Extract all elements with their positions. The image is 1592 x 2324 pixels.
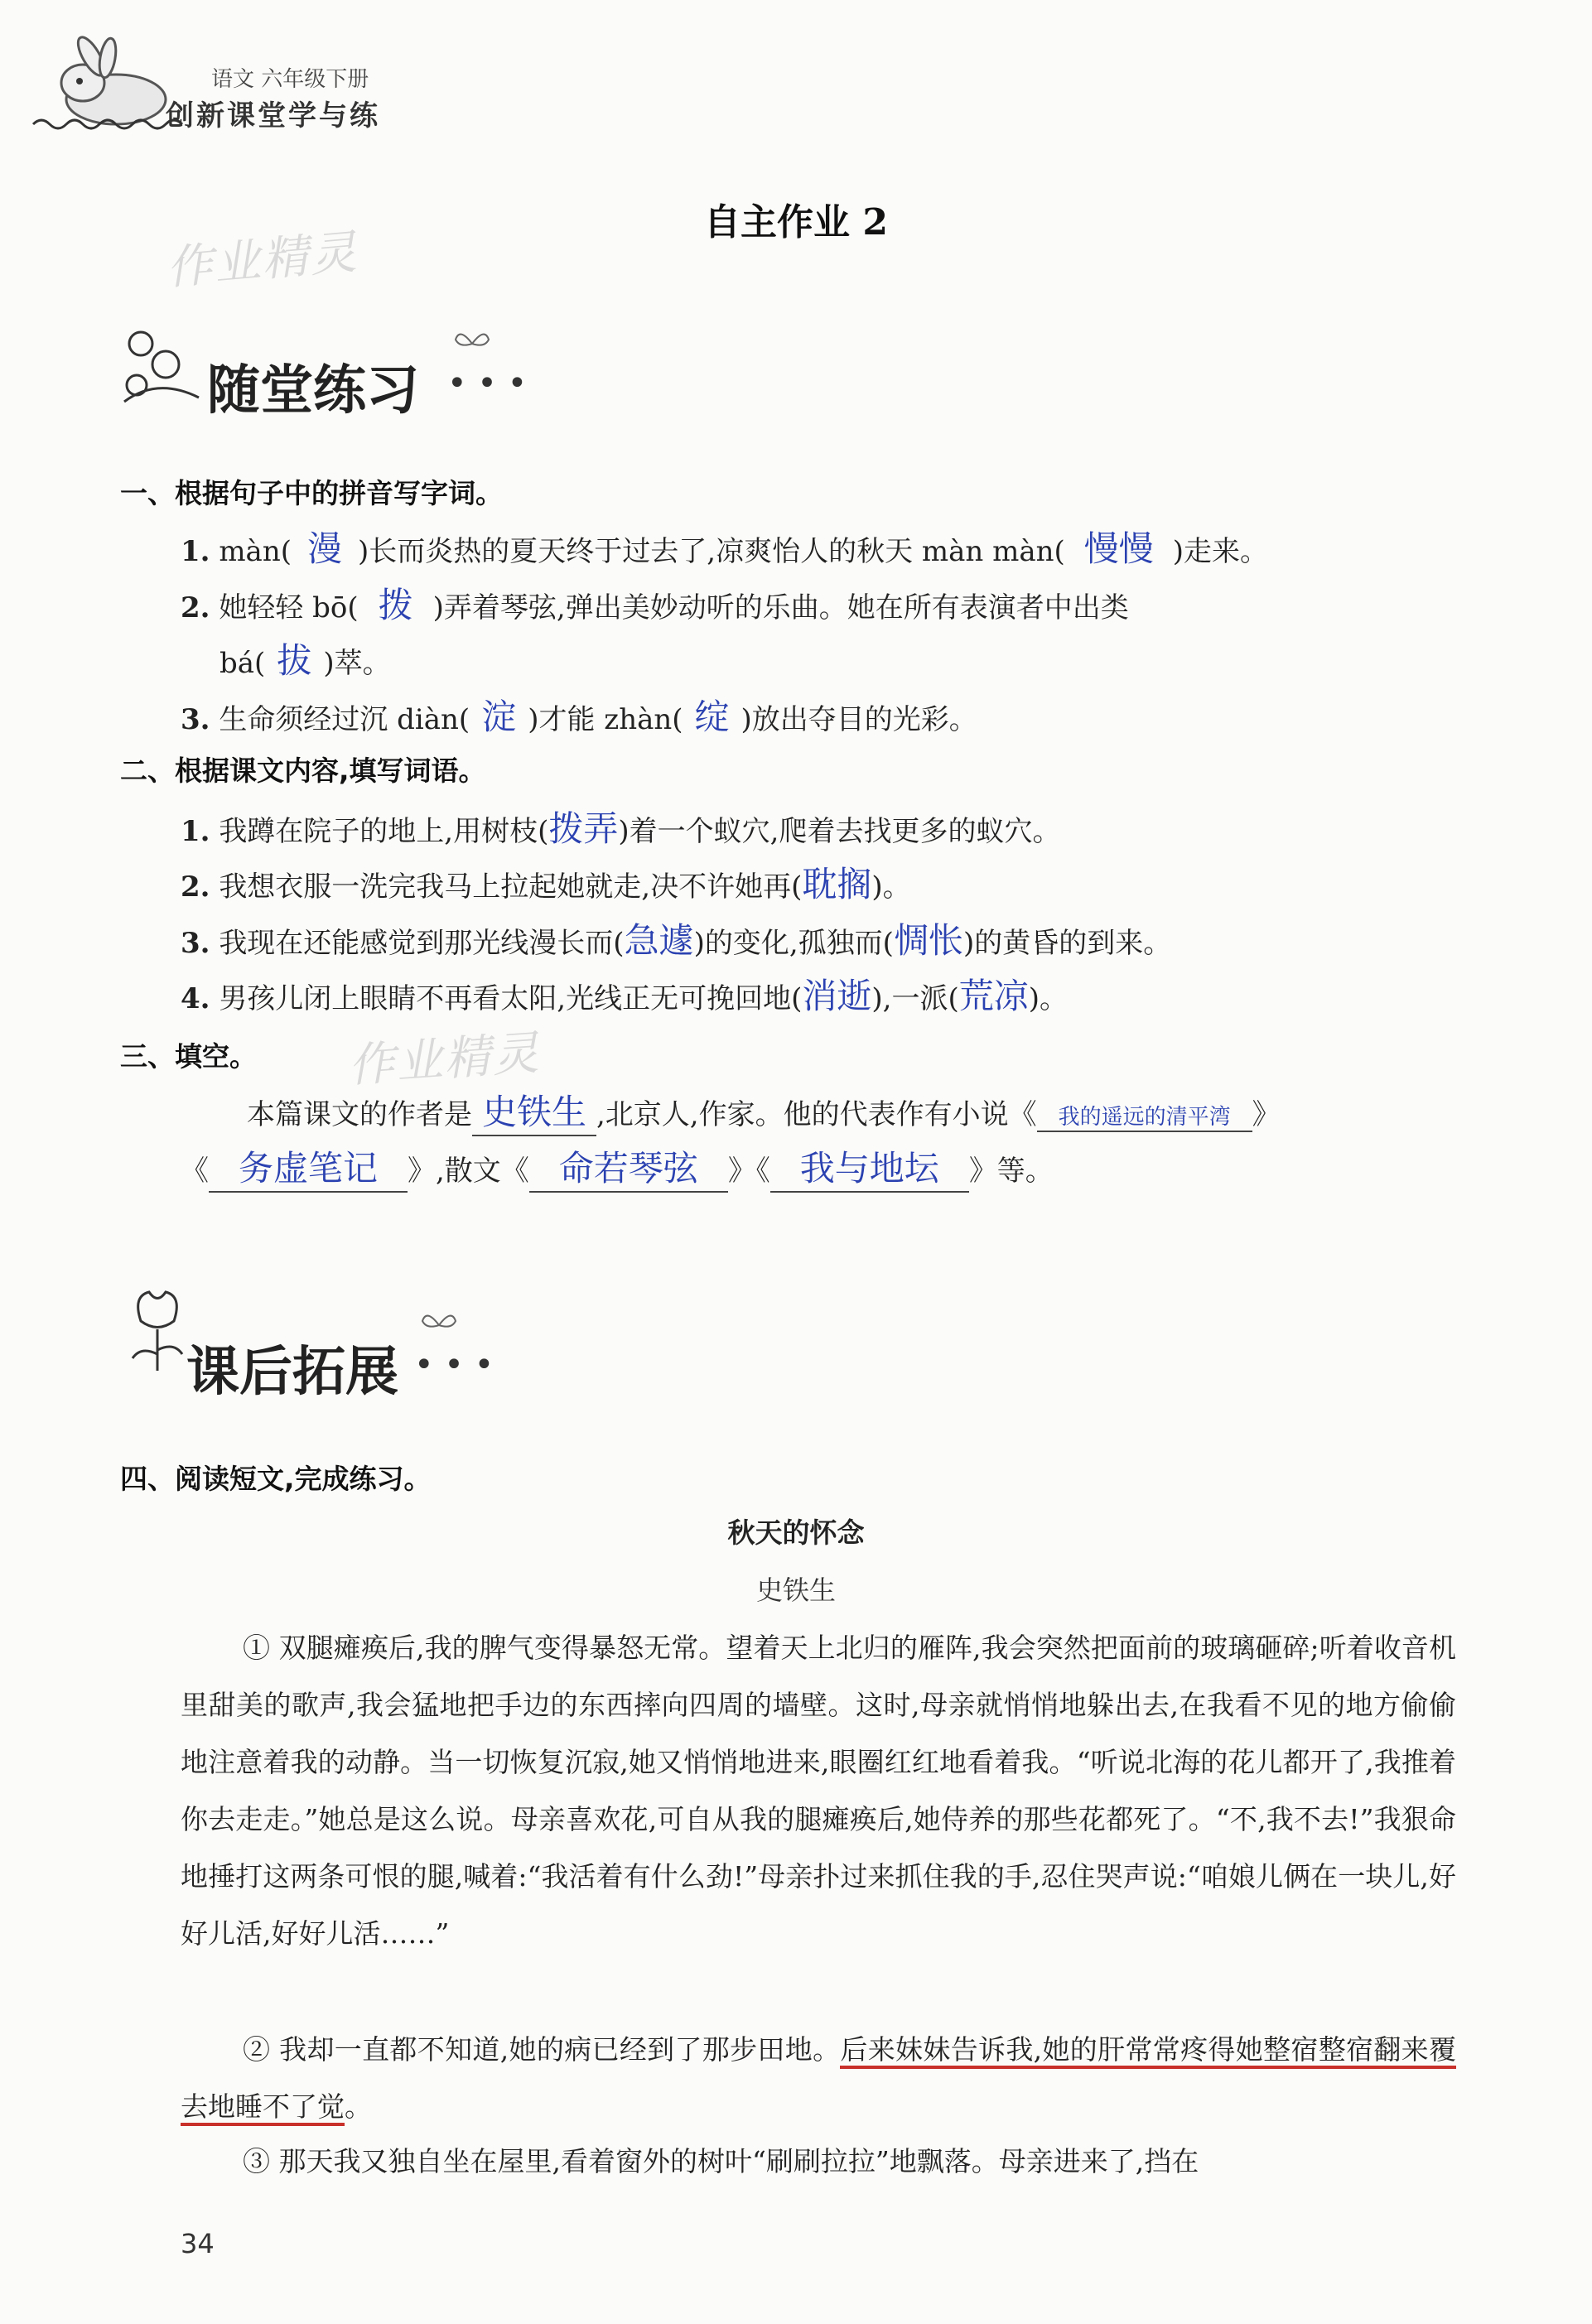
q1-item2: 2. 她轻轻 bō( 拨 )弄着琴弦,弹出美妙动听的乐曲。她在所有表演者中出类 <box>181 578 1129 628</box>
q4-heading: 四、阅读短文,完成练习。 <box>120 1463 432 1495</box>
essay-paragraph-3: ③ 那天我又独自坐在屋里,看着窗外的树叶“刷刷拉拉”地飘落。母亲进来了,挡在 <box>243 2145 1199 2177</box>
section-practice-heading: 随堂练习 <box>207 360 419 422</box>
page-title: 自主作业 2 <box>704 201 888 243</box>
answer-blank[interactable]: 耽搁 <box>802 864 872 904</box>
q2-item3: 3. 我现在还能感觉到那光线漫长而(急遽)的变化,孤独而(惆怅)的黄昏的到来。 <box>181 920 1172 961</box>
q3-line2: 《 务虚笔记 》,散文《 命若琴弦 》《 我与地坛 》等。 <box>181 1141 1054 1193</box>
answer-blank[interactable]: 拔 <box>277 640 312 681</box>
answer-blank[interactable]: 命若琴弦 <box>529 1141 728 1193</box>
answer-blank[interactable]: 漫 <box>306 528 342 569</box>
essay-title: 秋天的怀念 <box>727 1516 865 1549</box>
answer-blank[interactable]: 务虚笔记 <box>209 1141 408 1193</box>
q2-heading: 二、根据课文内容,填写词语。 <box>120 755 486 787</box>
q1-heading: 一、根据句子中的拼音写字词。 <box>120 477 503 509</box>
answer-blank[interactable]: 拨弄 <box>548 808 619 849</box>
answer-blank[interactable]: 淀 <box>481 697 517 737</box>
answer-blank[interactable]: 我的遥远的清平湾 <box>1037 1100 1252 1132</box>
answer-blank[interactable]: 绽 <box>694 697 730 737</box>
answer-blank[interactable]: 史铁生 <box>472 1085 596 1136</box>
q2-item1: 1. 我蹲在院子的地上,用树枝(拨弄)着一个蚁穴,爬着去找更多的蚁穴。 <box>181 808 1061 849</box>
q1-item3: 3. 生命须经过沉 diàn( 淀 )才能 zhàn( 绽 )放出夺目的光彩。 <box>181 690 977 740</box>
page-number: 34 <box>181 2228 215 2259</box>
header-grade: 六年级下册 <box>261 67 369 92</box>
q2-item2: 2. 我想衣服一洗完我马上拉起她就走,决不许她再(耽搁)。 <box>181 864 911 904</box>
header-subject: 语文 六年级下册 <box>211 67 369 92</box>
q1-item2-cont: bá( 拔 )萃。 <box>220 634 391 683</box>
butterfly-icon-2 <box>418 1309 460 1342</box>
q3-heading: 三、填空。 <box>120 1040 257 1073</box>
dots-decoration: • • • <box>447 364 528 403</box>
answer-blank[interactable]: 惆怅 <box>893 920 963 961</box>
essay-author: 史铁生 <box>755 1574 836 1606</box>
watermark-2: 作业精灵 <box>346 1025 543 1094</box>
answer-blank[interactable]: 拨 <box>378 585 413 625</box>
essay-paragraph-1: ① 双腿瘫痪后,我的脾气变得暴怒无常。望着天上北归的雁阵,我会突然把面前的玻璃砸碎;听着收音机里甜美的歌声,我会猛地把手边的东西摔向四周的墙壁。这时,母亲就悄悄地躲出去,在我看不见的地方偷偷地注意着我的动静。当一切恢复沉寂,她又悄悄地进来,眼圈红红地看着我。“听说北海的花儿都开了,我推着你去走走。”她总是这么说。母亲喜欢花,可自从我的腿瘫痪后,她侍养的那些花都死了。“不,我不去!”我狠命地捶打这两条可恨的腿,喊着:“我活着有什么劲!”母亲扑过来抓住我的手,忍住哭声说:“咱娘儿俩在一块儿,好好儿活,好好儿活……” <box>181 1632 1456 1950</box>
answer-blank[interactable]: 消逝 <box>802 976 872 1016</box>
answer-blank[interactable]: 慢慢 <box>1083 528 1154 569</box>
butterfly-icon <box>451 327 493 360</box>
flower-decoration-icon <box>116 319 207 410</box>
essay-paragraph-2: ② 我却一直都不知道,她的病已经到了那步田地。后来妹妹告诉我,她的肝常常疼得她整宿整宿翻来覆去地睡不了觉。 <box>181 2021 1456 2135</box>
dots-decoration-2: • • • <box>414 1346 494 1384</box>
answer-blank[interactable]: 我与地坛 <box>770 1141 969 1193</box>
header-series: 创新课堂学与练 <box>166 99 380 133</box>
q3-line1: 本篇课文的作者是 史铁生 ,北京人,作家。他的代表作有小说《 我的遥远的清平湾 》 <box>247 1085 1281 1136</box>
q1-item1: 1. màn( 漫 )长而炎热的夏天终于过去了,凉爽怡人的秋天 màn màn( 慢慢 )走来。 <box>181 522 1268 571</box>
q2-item4: 4. 男孩儿闭上眼睛不再看太阳,光线正无可挽回地(消逝),一派(荒凉)。 <box>181 976 1069 1016</box>
section-extension-heading: 课后拓展 <box>186 1342 398 1403</box>
watermark: 作业精灵 <box>164 224 360 296</box>
answer-blank[interactable]: 荒凉 <box>958 976 1029 1016</box>
answer-blank[interactable]: 急遽 <box>624 920 694 961</box>
underlined-sentence: 后来妹妹告诉我,她的肝常常疼得她整宿整宿翻来覆去地睡不了觉 <box>181 2033 1456 2126</box>
